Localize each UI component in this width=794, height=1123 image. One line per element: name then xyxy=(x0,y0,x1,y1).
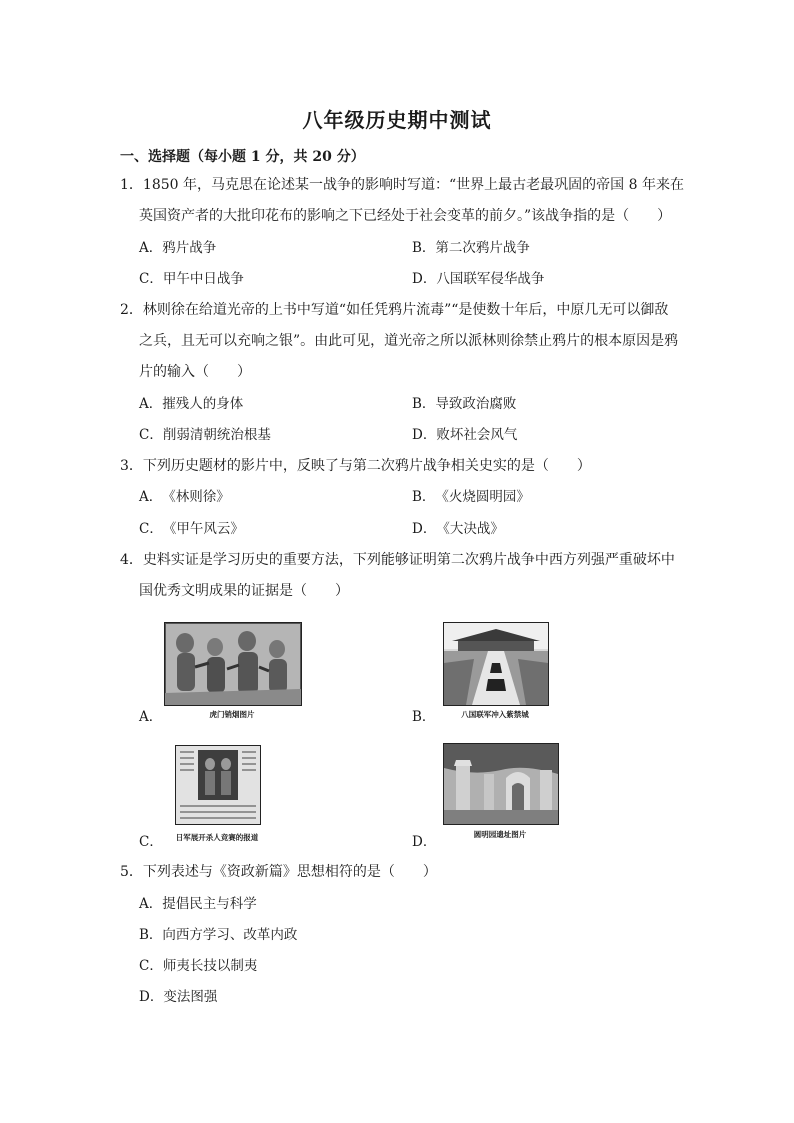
option-text: 鸦片战争 xyxy=(162,240,217,256)
option-letter: D． xyxy=(412,271,437,287)
question-2-option-a[interactable] xyxy=(139,394,243,414)
question-4-option-d-letter[interactable]: D． xyxy=(412,834,437,850)
option-letter: D． xyxy=(139,989,164,1005)
question-1-option-a[interactable] xyxy=(139,238,216,258)
option-text: 导致政治腐败 xyxy=(435,396,517,412)
question-2-option-b[interactable] xyxy=(412,394,516,414)
question-4-line-2: 国优秀文明成果的证据是（ ） xyxy=(139,583,349,599)
question-2-line-3: 片的输入（ ） xyxy=(139,364,251,380)
option-letter: C． xyxy=(139,271,163,287)
question-4-option-a-letter[interactable]: A． xyxy=(139,709,163,725)
image-humen-opium-destruction[interactable] xyxy=(164,622,302,706)
option-text: 《大决战》 xyxy=(436,521,504,537)
question-1-line-2: 英国资产者的大批印花布的影响之下已经处于社会变革的前夕。”该战争指的是（ ） xyxy=(139,208,672,224)
option-letter: D． xyxy=(412,521,437,537)
image-yuanmingyuan-ruins[interactable] xyxy=(443,743,559,825)
option-text: 向西方学习、改革内政 xyxy=(162,927,298,943)
option-text: 削弱清朝统治根基 xyxy=(162,427,271,443)
question-2-option-d[interactable] xyxy=(412,425,517,445)
image-caption-a: 虎门销烟图片 xyxy=(209,710,255,719)
question-2-line-1: 2．林则徐在给道光帝的上书中写道“如任凭鸦片流毒”“是使数十年后，中原几无可以御敌 xyxy=(120,302,669,318)
question-2-line-2: 之兵，且无可以充响之银”。由此可见，道光帝之所以派林则徐禁止鸦片的根本原因是鸦 xyxy=(139,333,679,349)
question-3-option-a[interactable] xyxy=(139,487,230,507)
option-text: 提倡民主与科学 xyxy=(162,896,257,912)
option-letter: A． xyxy=(139,240,163,256)
option-letter: B． xyxy=(412,489,436,505)
question-3-option-c[interactable] xyxy=(139,519,244,539)
option-letter: C． xyxy=(139,521,163,537)
option-letter: C． xyxy=(139,958,163,974)
image-allied-forces-forbidden-city[interactable] xyxy=(443,622,549,706)
section-heading: 一、选择题（每小题 1 分，共 20 分） xyxy=(120,149,365,165)
question-5-line-1: 5．下列表述与《资政新篇》思想相符的是（ ） xyxy=(120,864,437,880)
option-letter: B． xyxy=(412,240,436,256)
question-3-line-1: 3．下列历史题材的影片中，反映了与第二次鸦片战争相关史实的是（ ） xyxy=(120,458,591,474)
option-text: 甲午中日战争 xyxy=(162,271,244,287)
question-1-option-c[interactable] xyxy=(139,269,244,289)
question-3-option-b[interactable] xyxy=(412,487,530,507)
question-1-line-1: 1．1850 年，马克思在论述某一战争的影响时写道：“世界上最古老最巩固的帝国 8 年来在 xyxy=(120,177,684,193)
question-1-option-d[interactable] xyxy=(412,269,544,289)
question-1-option-b[interactable] xyxy=(412,238,530,258)
option-text: 《甲午风云》 xyxy=(162,521,244,537)
option-letter: B． xyxy=(139,927,163,943)
newspaper-illustration xyxy=(176,746,260,824)
option-text: 变法图强 xyxy=(163,989,218,1005)
option-text: 《火烧圆明园》 xyxy=(435,489,530,505)
image-caption-c: 日军展开杀人竞赛的报道 xyxy=(175,833,259,842)
option-letter: B． xyxy=(412,396,436,412)
question-2-option-c[interactable] xyxy=(139,425,271,445)
option-text: 八国联军侵华战争 xyxy=(436,271,545,287)
image-japanese-killing-contest-report[interactable] xyxy=(175,745,261,825)
question-4-option-b-letter[interactable]: B． xyxy=(412,709,436,725)
question-3-option-d[interactable] xyxy=(412,519,504,539)
image-caption-b: 八国联军冲入紫禁城 xyxy=(461,710,529,719)
ruins-illustration xyxy=(444,744,558,824)
relief-illustration xyxy=(165,623,301,705)
question-4-line-1: 4．史料实证是学习历史的重要方法，下列能够证明第二次鸦片战争中西方列强严重破坏中 xyxy=(120,552,675,568)
option-text: 第二次鸦片战争 xyxy=(435,240,530,256)
forbidden-city-illustration xyxy=(444,623,548,705)
page-title: 八年级历史期中测试 xyxy=(302,108,492,132)
option-text: 师夷长技以制夷 xyxy=(162,958,258,974)
option-letter: A． xyxy=(139,489,163,505)
question-5-option-c[interactable] xyxy=(139,956,257,976)
option-letter: C． xyxy=(139,427,163,443)
question-5-option-a[interactable] xyxy=(139,894,257,914)
option-text: 摧残人的身体 xyxy=(162,396,244,412)
option-text: 败坏社会风气 xyxy=(436,427,518,443)
option-letter: A． xyxy=(139,896,163,912)
question-5-option-d[interactable] xyxy=(139,987,217,1007)
question-5-option-b[interactable] xyxy=(139,925,297,945)
image-caption-d: 圆明园遗址图片 xyxy=(473,830,527,839)
option-letter: A． xyxy=(139,396,163,412)
option-letter: D． xyxy=(412,427,437,443)
option-text: 《林则徐》 xyxy=(162,489,230,505)
question-4-option-c-letter[interactable]: C． xyxy=(139,834,163,850)
